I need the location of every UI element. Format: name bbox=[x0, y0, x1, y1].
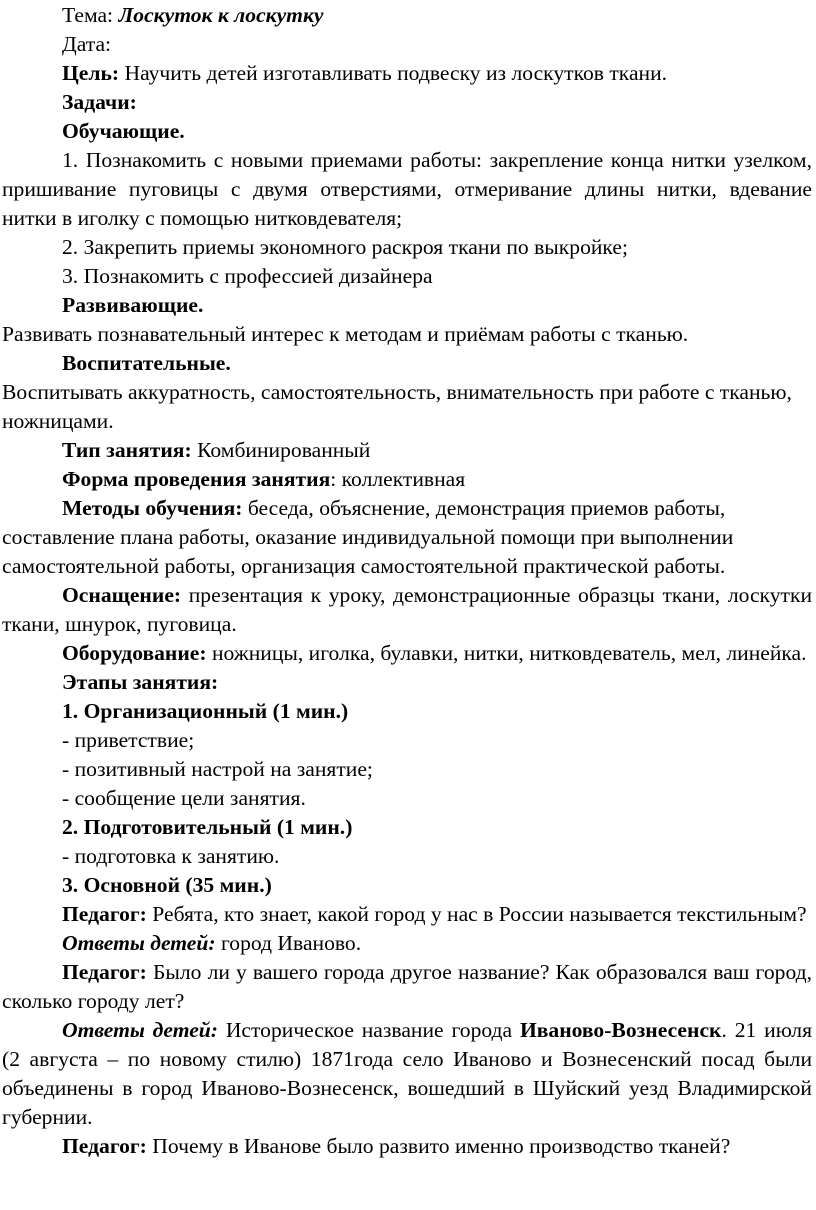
stages-heading: Этапы занятия: bbox=[62, 670, 219, 694]
children-answer-text: Историческое название города bbox=[218, 1018, 520, 1042]
upbringing-text: Воспитывать аккуратность, самостоятельность, внимательность при работе с тканью, ножницами. bbox=[2, 380, 792, 433]
children-answer-text: город Иваново. bbox=[215, 931, 362, 955]
topic-line bbox=[2, 0, 812, 30]
stage-2-item: - подготовка к занятию. bbox=[62, 844, 280, 868]
developing-heading: Развивающие. bbox=[62, 293, 204, 317]
lesson-form-value: : коллективная bbox=[330, 467, 466, 491]
upbringing-heading: Воспитательные. bbox=[62, 351, 231, 375]
teacher-question-text: Было ли у вашего города другое название? Как образовался ваш город, сколько городу лет? bbox=[2, 960, 812, 1013]
goal-text: Научить детей изготавливать подвеску из лоскутков ткани. bbox=[124, 61, 668, 85]
teaching-item-3: 3. Познакомить с профессией дизайнера bbox=[62, 264, 433, 288]
children-label: Ответы детей: bbox=[62, 1018, 218, 1042]
stage-1-item: - приветствие; bbox=[62, 728, 195, 752]
stage-1-title: 1. Организационный (1 мин.) bbox=[62, 699, 349, 723]
tasks-heading: Задачи: bbox=[62, 90, 137, 114]
equipment-materials-label: Оснащение: bbox=[62, 583, 182, 607]
stage-2-title: 2. Подготовительный (1 мин.) bbox=[62, 815, 353, 839]
lesson-form-line bbox=[2, 465, 812, 494]
goal-label: Цель: bbox=[62, 61, 120, 85]
dialogue-children-answer bbox=[2, 1016, 812, 1132]
stage-3-title: 3. Основной (35 мин.) bbox=[62, 873, 272, 897]
children-answer-text-continued: . 21 июля (2 августа – по новому стилю) 1871года село Иваново и Вознесенский посад были объединены в город Иваново-Вознесенск, вошедший в Шуйский уезд Владимирской губернии. bbox=[2, 1018, 813, 1129]
dialogue-teacher-question bbox=[2, 900, 812, 929]
dialogue-children-answer bbox=[2, 929, 812, 958]
teacher-label: Педагог: bbox=[62, 960, 147, 984]
equipment-materials-line bbox=[2, 581, 812, 639]
developing-text: Развивать познавательный интерес к методам и приёмам работы с тканью. bbox=[2, 322, 689, 346]
teacher-question-text: Ребята, кто знает, какой город у нас в России называется текстильным? bbox=[146, 902, 807, 926]
teacher-question-text: Почему в Иванове было развито именно производство тканей? bbox=[146, 1134, 731, 1158]
date-label: Дата: bbox=[62, 32, 112, 56]
topic-label: Тема: bbox=[62, 3, 114, 27]
equipment-tools-value: ножницы, иголка, булавки, нитки, нитковдеватель, мел, линейка. bbox=[206, 641, 807, 665]
methods-line bbox=[2, 494, 812, 581]
topic-value: Лоскуток к лоскутку bbox=[118, 3, 324, 27]
equipment-tools-line bbox=[2, 639, 812, 668]
stage-1-item: - позитивный настрой на занятие; bbox=[62, 757, 373, 781]
date-line bbox=[2, 30, 812, 59]
lesson-type-line bbox=[2, 436, 812, 465]
lesson-type-label: Тип занятия: bbox=[62, 438, 192, 462]
dialogue-teacher-question bbox=[2, 1132, 812, 1161]
equipment-tools-label: Оборудование: bbox=[62, 641, 207, 665]
stage-1-item: - сообщение цели занятия. bbox=[62, 786, 306, 810]
teacher-label: Педагог: bbox=[62, 1134, 147, 1158]
teaching-item-1: 1. Познакомить с новыми приемами работы: закрепление конца нитки узелком, пришивание пуговицы с двумя отверстиями, отмеривание длины нитки, вдевание нитки в иголку с помощью нитковдевателя; bbox=[2, 148, 812, 230]
children-label: Ответы детей: bbox=[62, 931, 216, 955]
dialogue-teacher-question bbox=[2, 958, 812, 1016]
teacher-label: Педагог: bbox=[62, 902, 147, 926]
teaching-heading: Обучающие. bbox=[62, 119, 185, 143]
city-historical-name: Иваново-Вознесенск bbox=[519, 1018, 722, 1042]
lesson-form-label: Форма проведения занятия bbox=[62, 467, 331, 491]
goal-line bbox=[2, 59, 812, 88]
lesson-type-value: Комбинированный bbox=[191, 438, 371, 462]
methods-label: Методы обучения: bbox=[62, 496, 243, 520]
methods-value: беседа, объяснение, демонстрация приемов работы, составление плана работы, оказание индивидуальной помощи при выполнении самостоятельной работы, организация самостоятельной практической работы. bbox=[2, 496, 734, 578]
teaching-item-2: 2. Закрепить приемы экономного раскроя ткани по выкройке; bbox=[62, 235, 628, 259]
equipment-materials-value: презентация к уроку, демонстрационные образцы ткани, лоскутки ткани, шнурок, пуговица. bbox=[2, 583, 812, 636]
